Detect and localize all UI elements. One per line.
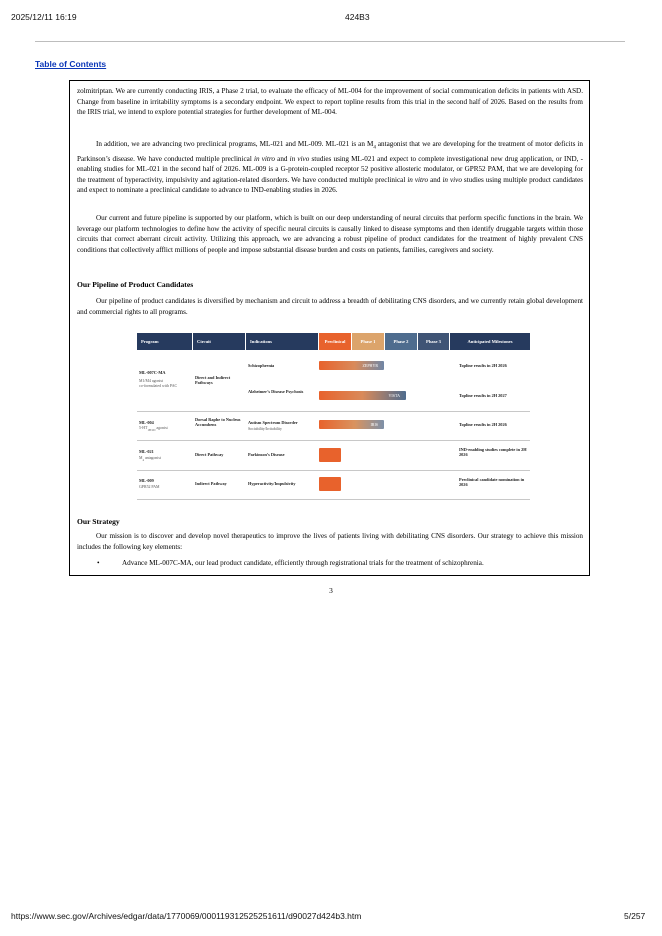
circuit-direct: Direct Pathway <box>195 452 224 457</box>
header-indications: Indications <box>246 333 318 350</box>
indication-schizophrenia: Schizophrenia <box>248 363 275 368</box>
row-separator <box>137 470 530 471</box>
program-ml-009-mechanism: GPR52 PAM <box>139 485 160 489</box>
header-preclinical: Preclinical <box>319 333 351 350</box>
circuit-direct-indirect: Direct and Indirect Pathways <box>195 375 231 386</box>
row-separator <box>137 499 530 500</box>
header-divider <box>35 41 625 42</box>
circuit-dorsal-raphe: Dorsal Raphe to Nucleus Accumbens <box>195 417 241 428</box>
program-ml-009: ML-009 <box>139 478 154 483</box>
circuit-indirect: Indirect Pathway <box>195 481 227 486</box>
header-phase2: Phase 2 <box>385 333 417 350</box>
indication-asd-detail: Sociability/Irritability <box>248 427 282 431</box>
milestone-ml-021: IND-enabling studies complete in 2H 2026 <box>459 447 527 458</box>
page-number: 3 <box>329 586 333 595</box>
paragraph-mission: Our mission is to discover and develop novel therapeutics to improve the lives of patients living with debilitating CNS disorders. Our strategy to achieve this mission includes the following key elements: <box>77 532 583 551</box>
progress-bar-ml-009 <box>319 477 341 491</box>
header-phase3: Phase 3 <box>418 333 449 350</box>
indication-asd: Autism Spectrum Disorder <box>248 420 298 425</box>
heading-pipeline: Our Pipeline of Product Candidates <box>77 280 194 289</box>
progress-bar-vista: VISTA <box>319 391 406 400</box>
milestone-iris: Topline results in 2H 2026 <box>459 422 507 427</box>
pipeline-chart <box>137 333 530 500</box>
program-ml-007c-ma-formulation: co-formulated with PAC <box>139 384 178 388</box>
print-url: https://www.sec.gov/Archives/edgar/data/1770069/000119312525251611/d90027d424b3.htm <box>11 911 362 921</box>
header-circuit: Circuit <box>193 333 245 350</box>
indication-hyperactivity: Hyperactivity/Impulsivity <box>248 481 296 486</box>
progress-bar-iris: IRIS <box>319 420 384 429</box>
milestone-ml-009: Preclinical candidate nomination in 2026 <box>459 477 525 488</box>
header-program: Program <box>137 333 192 350</box>
print-page-count: 5/257 <box>624 911 646 921</box>
bullet-marker: • <box>97 559 100 567</box>
paragraph-iris-trial: zolmitriptan. We are currently conducting IRIS, a Phase 2 trial, to evaluate the efficacy of ML-004 for the improvement of social communication deficits in patients with ASD. Change from baseline in irritability symptoms is a secondary endpoint. We expect to report topline results from this trial in the second half of 2026. Based on the results from the IRIS trial, we intend to explore potential strategies for further development of ML-004. <box>77 87 583 116</box>
milestone-zephyr: Topline results in 2H 2026 <box>459 363 507 368</box>
paragraph-platform: Our current and future pipeline is supported by our platform, which is built on our deep understanding of neural circuits that perform specific functions in the brain. We leverage our platform technologies to define how the activity of specific neural circuits is causally linked to disease symptoms and then identify druggable targets within those circuits that correct aberrant circuit activity. Utilizing this approach, we are advancing a robust pipeline of product candidates for the treatment of highly prevalent CNS conditions that collectively afflict millions of people and impose substantial disease burden and costs on patients, families, caregivers and society. <box>77 214 583 254</box>
print-datetime: 2025/12/11 16:19 <box>11 12 77 22</box>
table-of-contents-link[interactable]: Table of Contents <box>35 59 107 69</box>
paragraph-pipeline-intro: Our pipeline of product candidates is diversified by mechanism and circuit to address a breadth of debilitating CNS disorders, and we currently retain global development and commercial rights to all programs. <box>77 297 583 316</box>
program-ml-004: ML-004 <box>139 420 154 425</box>
row-separator <box>137 440 530 441</box>
program-ml-021-mechanism: $M_4$ antagonist <box>139 456 161 462</box>
program-ml-007c-ma-mechanism: M1/M4 agonist <box>139 379 164 383</box>
header-phase1: Phase 1 <box>352 333 384 350</box>
program-ml-007c-ma: ML-007C-MA <box>139 370 166 375</box>
indication-parkinsons: Parkinson’s Disease <box>248 452 285 457</box>
print-doc-title: 424B3 <box>345 12 370 22</box>
header-milestones: Anticipated Milestones <box>450 333 530 350</box>
milestone-vista: Topline results in 2H 2027 <box>459 393 507 398</box>
indication-alzheimers-psychosis: Alzheimer’s Disease Psychosis <box>248 389 304 394</box>
progress-bar-ml-021 <box>319 448 341 462</box>
bullet-advance-ml-007c-ma: Advance ML-007C-MA, our lead product candidate, efficiently through registrational trials for the treatment of schizophrenia. <box>122 559 484 567</box>
progress-bar-zephyr: ZEPHYR <box>319 361 384 370</box>
program-ml-021: ML-021 <box>139 449 154 454</box>
program-ml-004-mechanism: $5-HT_{1B/1D}$ agonist <box>139 426 168 432</box>
paragraph-preclinical-programs: In addition, we are advancing two preclinical programs, ML-021 and ML-009. ML-021 is an $M_4$ antagonist that we are developing for the treatment of motor deficits in Parkinson’s disease. We have conducted multiple preclinical in vitro and in vivo studies using ML-021 and expect to complete investigational new drug application, or IND, -enabling studies for ML-021 in the second half of 2026. ML-009 is a G-protein-coupled receptor 52 positive allosteric modulator, or GPR52 PAM, that we are developing for the treatment of hyperactivity, impulsivity and agitation-related disorders. We have conducted multiple preclinical in vitro and in vivo studies using multiple product candidates and expect to nominate a preclinical candidate to advance to IND-enabling studies in 2026. <box>77 140 584 195</box>
heading-strategy: Our Strategy <box>77 517 120 526</box>
row-separator <box>137 411 530 412</box>
